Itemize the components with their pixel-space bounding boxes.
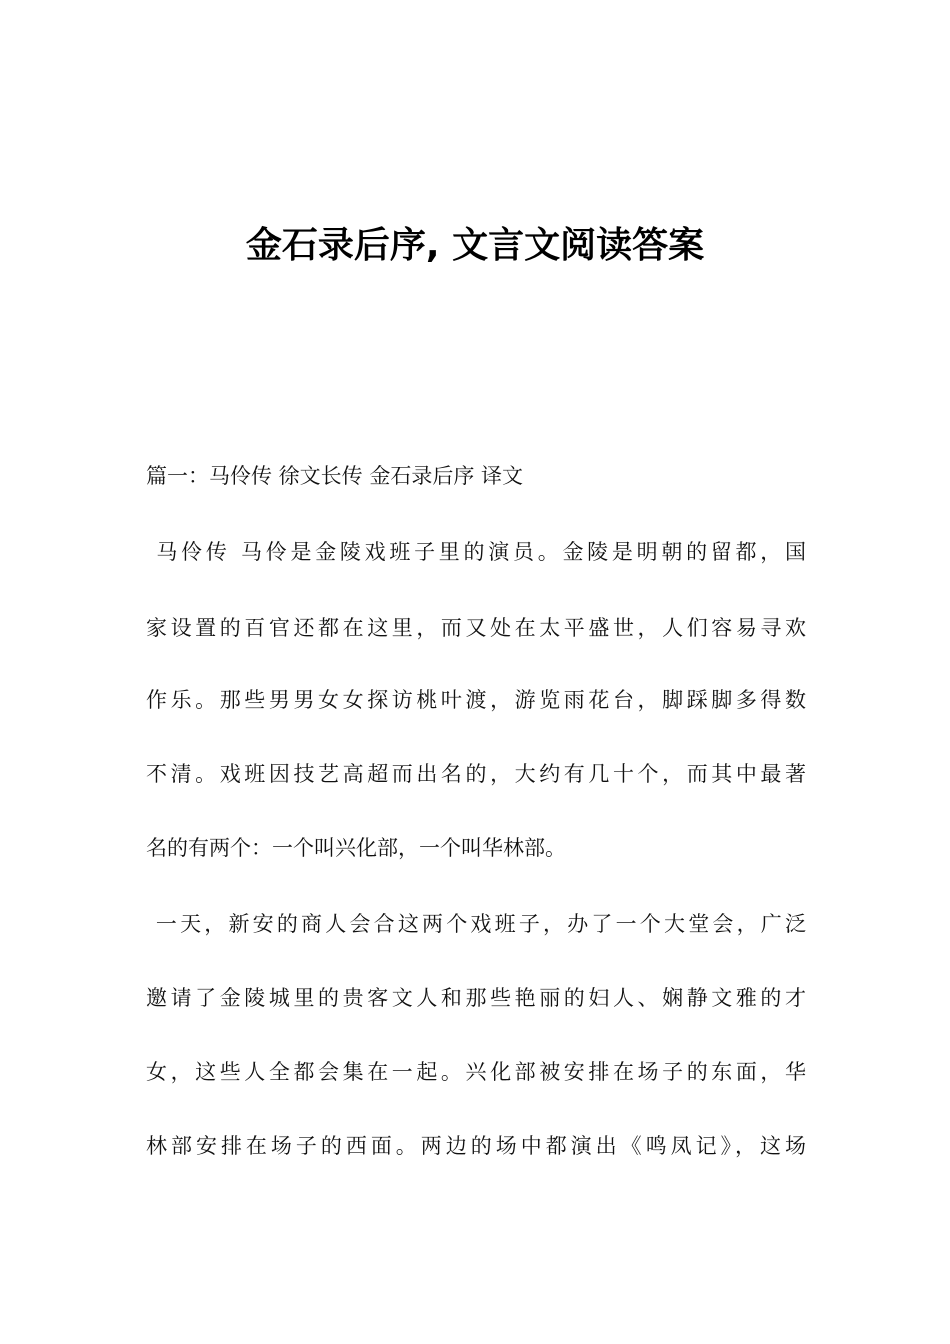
paragraph-line: 名的有两个：一个叫兴化部，一个叫华林部。 [146,836,566,860]
document-title: 金石录后序, 文言文阅读答案 [245,225,705,266]
paragraph-line: 不清。戏班因技艺高超而出名的，大约有几十个，而其中最著 [146,762,806,786]
paragraph-line: 一天，新安的商人会合这两个戏班子，办了一个大堂会，广泛 [146,912,806,936]
paragraph-line: 马伶传 马伶是金陵戏班子里的演员。金陵是明朝的留都，国 [146,540,806,564]
paragraph-line: 女，这些人全都会集在一起。兴化部被安排在场子的东面，华 [146,1060,806,1084]
paragraph-line: 家设置的百官还都在这里，而又处在太平盛世，人们容易寻欢 [146,616,806,640]
section-heading: 篇一：马伶传 徐文长传 金石录后序 译文 [146,464,524,488]
paragraph-line: 作乐。那些男男女女探访桃叶渡，游览雨花台，脚踩脚多得数 [146,688,806,712]
paragraph-line: 林部安排在场子的西面。两边的场中都演出《鸣凤记》，这场 [146,1134,806,1158]
paragraph-line: 邀请了金陵城里的贵客文人和那些艳丽的妇人、娴静文雅的才 [146,986,806,1010]
